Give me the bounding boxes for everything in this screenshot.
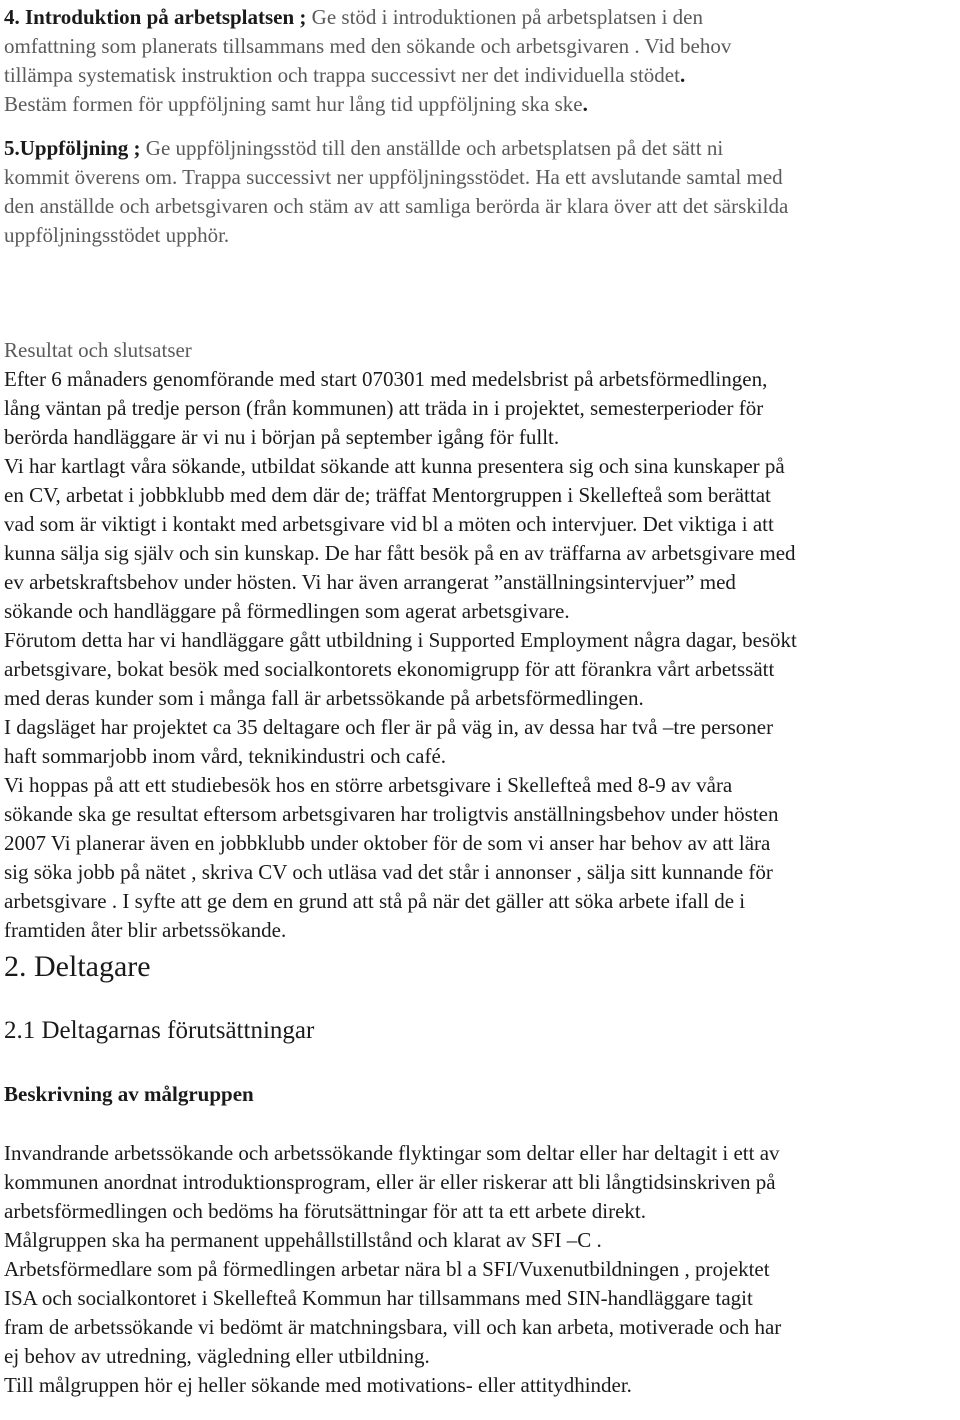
target-group-line: arbetsförmedlingen och bedöms ha förutsättningar för att ta ett arbete direkt. — [4, 1199, 647, 1223]
results-line: Förutom detta har vi handläggare gått utbildning i Supported Employment några dagar, besökt — [4, 628, 797, 652]
section-4-heading: 4. Introduktion på arbetsplatsen ; — [4, 5, 307, 29]
results-line: sig söka jobb på nätet , skriva CV och utläsa vad det står i annonser , sälja sitt kunnande för — [4, 860, 773, 884]
results-line: arbetsgivare . I syfte att ge dem en grund att stå på när det gäller att söka arbete ifall de i — [4, 889, 746, 913]
section-5-line-3: den anställde och arbetsgivaren och stäm av att samliga berörda är klara över att det särskilda — [4, 194, 789, 218]
chapter-2-heading: 2. Deltagare — [4, 950, 151, 983]
results-line: ev arbetskraftsbehov under hösten. Vi har även arrangerat ”anställningsintervjuer” med — [4, 570, 736, 594]
section-5-line-2: kommit överens om. Trappa successivt ner uppföljningsstödet. Ha ett avslutande samtal med — [4, 165, 783, 189]
target-group-body — [4, 1139, 956, 1400]
results-line: med deras kunder som i många fall är arbetssökande på arbetsförmedlingen. — [4, 686, 644, 710]
section-4-line-4: Bestäm formen för uppföljning samt hur lång tid uppföljning ska ske. — [4, 92, 588, 116]
section-5 — [4, 134, 956, 250]
chapter-2 — [4, 949, 956, 1400]
section-4-line-2: omfattning som planerats tillsammans med den sökande och arbetsgivaren . Vid behov — [4, 34, 732, 58]
results-line: 2007 Vi planerar även en jobbklubb under oktober för de som vi anser har behov av att lära — [4, 831, 771, 855]
section-5-line-1: 5.Uppföljning ; Ge uppföljningsstöd till den anställde och arbetsplatsen på det sätt ni — [4, 136, 724, 160]
target-group-line: kommunen anordnat introduktionsprogram, eller är eller riskerar att bli långtidsinskriven på — [4, 1170, 776, 1194]
results-body — [4, 365, 956, 945]
section-5-heading: 5.Uppföljning ; — [4, 136, 141, 160]
target-group-line: ej behov av utredning, vägledning eller utbildning. — [4, 1344, 430, 1368]
results-line: sökande ska ge resultat eftersom arbetsgivaren har troligtvis anställningsbehov under hösten — [4, 802, 779, 826]
section-4-line-3: tillämpa systematisk instruktion och trappa successivt ner det individuella stödet. — [4, 63, 686, 87]
target-group-line: Till målgruppen hör ej heller sökande med motivations- eller attitydhinder. — [4, 1373, 632, 1397]
target-group-heading: Beskrivning av målgruppen — [4, 1082, 254, 1106]
chapter-2-1-heading: 2.1 Deltagarnas förutsättningar — [4, 1017, 315, 1044]
results-line: arbetsgivare, bokat besök med socialkontorets ekonomigrupp för att förankra vårt arbetssätt — [4, 657, 775, 681]
results-line: Vi hoppas på att ett studiebesök hos en större arbetsgivare i Skellefteå med 8-9 av våra — [4, 773, 733, 797]
results-line: berörda handläggare är vi nu i början på september igång för fullt. — [4, 425, 560, 449]
target-group-line: Målgruppen ska ha permanent uppehållstillstånd och klarat av SFI –C . — [4, 1228, 602, 1252]
results-line: framtiden åter blir arbetssökande. — [4, 918, 287, 942]
results-line: kunna sälja sig själv och sin kunskap. De har fått besök på en av träffarna av arbetsgivare med — [4, 541, 796, 565]
document-page — [4, 0, 956, 1400]
results-heading: Resultat och slutsatser — [4, 338, 192, 362]
results-line: vad som är viktigt i kontakt med arbetsgivare vid bl a möten och intervjuer. Det viktiga i att — [4, 512, 774, 536]
target-group-line: ISA och socialkontoret i Skellefteå Kommun har tillsammans med SIN-handläggare tagit — [4, 1286, 753, 1310]
section-4 — [4, 3, 956, 119]
section-5-line-4: uppföljningsstödet upphör. — [4, 223, 230, 247]
results-line: Vi har kartlagt våra sökande, utbildat sökande att kunna presentera sig och sina kunskaper på — [4, 454, 785, 478]
results-line: sökande och handläggare på förmedlingen som agerat arbetsgivare. — [4, 599, 570, 623]
target-group-line: Invandrande arbetssökande och arbetssökande flyktingar som deltar eller har deltagit i ett av — [4, 1141, 780, 1165]
results-line: Efter 6 månaders genomförande med start 070301 med medelsbrist på arbetsförmedlingen, — [4, 367, 768, 391]
results-line: lång väntan på tredje person (från kommunen) att träda in i projektet, semesterperioder för — [4, 396, 764, 420]
target-group-line: fram de arbetssökande vi bedömt är matchningsbara, vill och kan arbeta, motiverade och har — [4, 1315, 782, 1339]
results-line: I dagsläget har projektet ca 35 deltagare och fler är på väg in, av dessa har två –tre personer — [4, 715, 774, 739]
results-section — [4, 336, 956, 945]
target-group-line: Arbetsförmedlare som på förmedlingen arbetar nära bl a SFI/Vuxenutbildningen , projektet — [4, 1257, 770, 1281]
results-line: en CV, arbetat i jobbklubb med dem där de; träffat Mentorgruppen i Skellefteå som berättat — [4, 483, 771, 507]
section-4-line-1: 4. Introduktion på arbetsplatsen ; Ge stöd i introduktionen på arbetsplatsen i den — [4, 5, 704, 29]
results-line: haft sommarjobb inom vård, teknikindustri och café. — [4, 744, 447, 768]
